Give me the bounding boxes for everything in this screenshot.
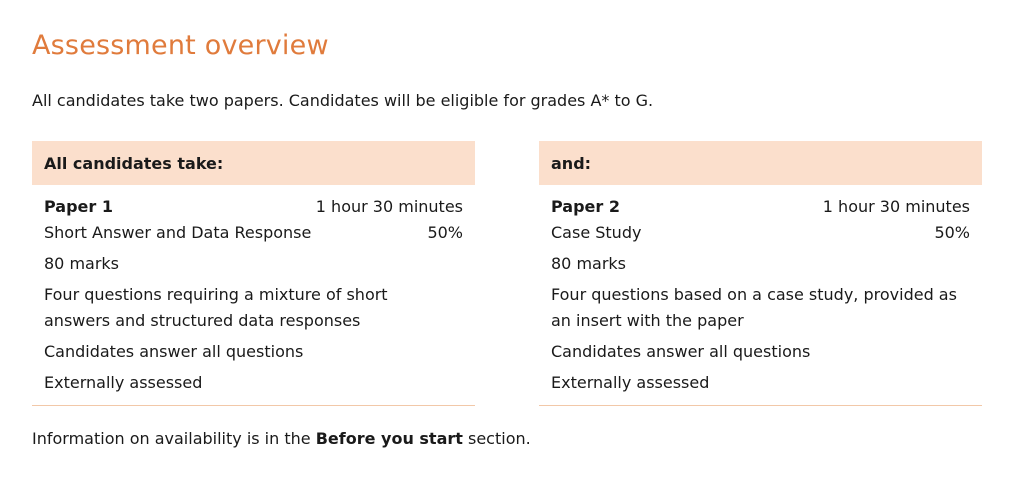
paper-1-instruction: Candidates answer all questions [44,342,304,361]
paper-1-weight: 50% [427,223,463,242]
paper-1-title-row [44,194,463,220]
paper-2-card [539,141,982,406]
paper-2-instruction: Candidates answer all questions [551,342,811,361]
paper-1-subtitle-row [44,220,463,246]
paper-2-weight: 50% [934,223,970,242]
paper-1-assessment: Externally assessed [44,373,203,392]
footer-text-before: Information on availability is in the [32,429,316,448]
paper-1-body [32,185,475,405]
paper-1-description-line-2: answers and structured data responses [44,311,361,330]
paper-1-card [32,141,475,406]
footer-note [32,428,531,450]
paper-2-assessment: Externally assessed [551,373,710,392]
paper-1-header: All candidates take: [32,141,475,185]
before-you-start-reference: Before you start [315,429,463,448]
paper-2-marks: 80 marks [551,254,627,273]
paper-2-subtitle-row [551,220,970,246]
paper-2-description [551,282,970,334]
paper-1-subtitle: Short Answer and Data Response [44,223,312,242]
page-title: Assessment overview [32,30,329,61]
paper-2-header: and: [539,141,982,185]
paper-2-name: Paper 2 [551,197,620,216]
footer-text-after: section. [462,429,531,448]
paper-1-description-line-1: Four questions requiring a mixture of short [44,285,388,304]
paper-1-duration: 1 hour 30 minutes [315,197,463,216]
paper-2-body [539,185,982,405]
paper-1-name: Paper 1 [44,197,113,216]
paper-2-description-line-2: an insert with the paper [551,311,744,330]
paper-2-subtitle: Case Study [551,223,642,242]
paper-2-duration: 1 hour 30 minutes [822,197,970,216]
paper-1-description [44,282,463,334]
intro-text: All candidates take two papers. Candidates will be eligible for grades A* to G. [32,91,654,110]
paper-2-title-row [551,194,970,220]
paper-1-marks: 80 marks [44,254,120,273]
paper-2-description-line-1: Four questions based on a case study, provided as [551,285,957,304]
